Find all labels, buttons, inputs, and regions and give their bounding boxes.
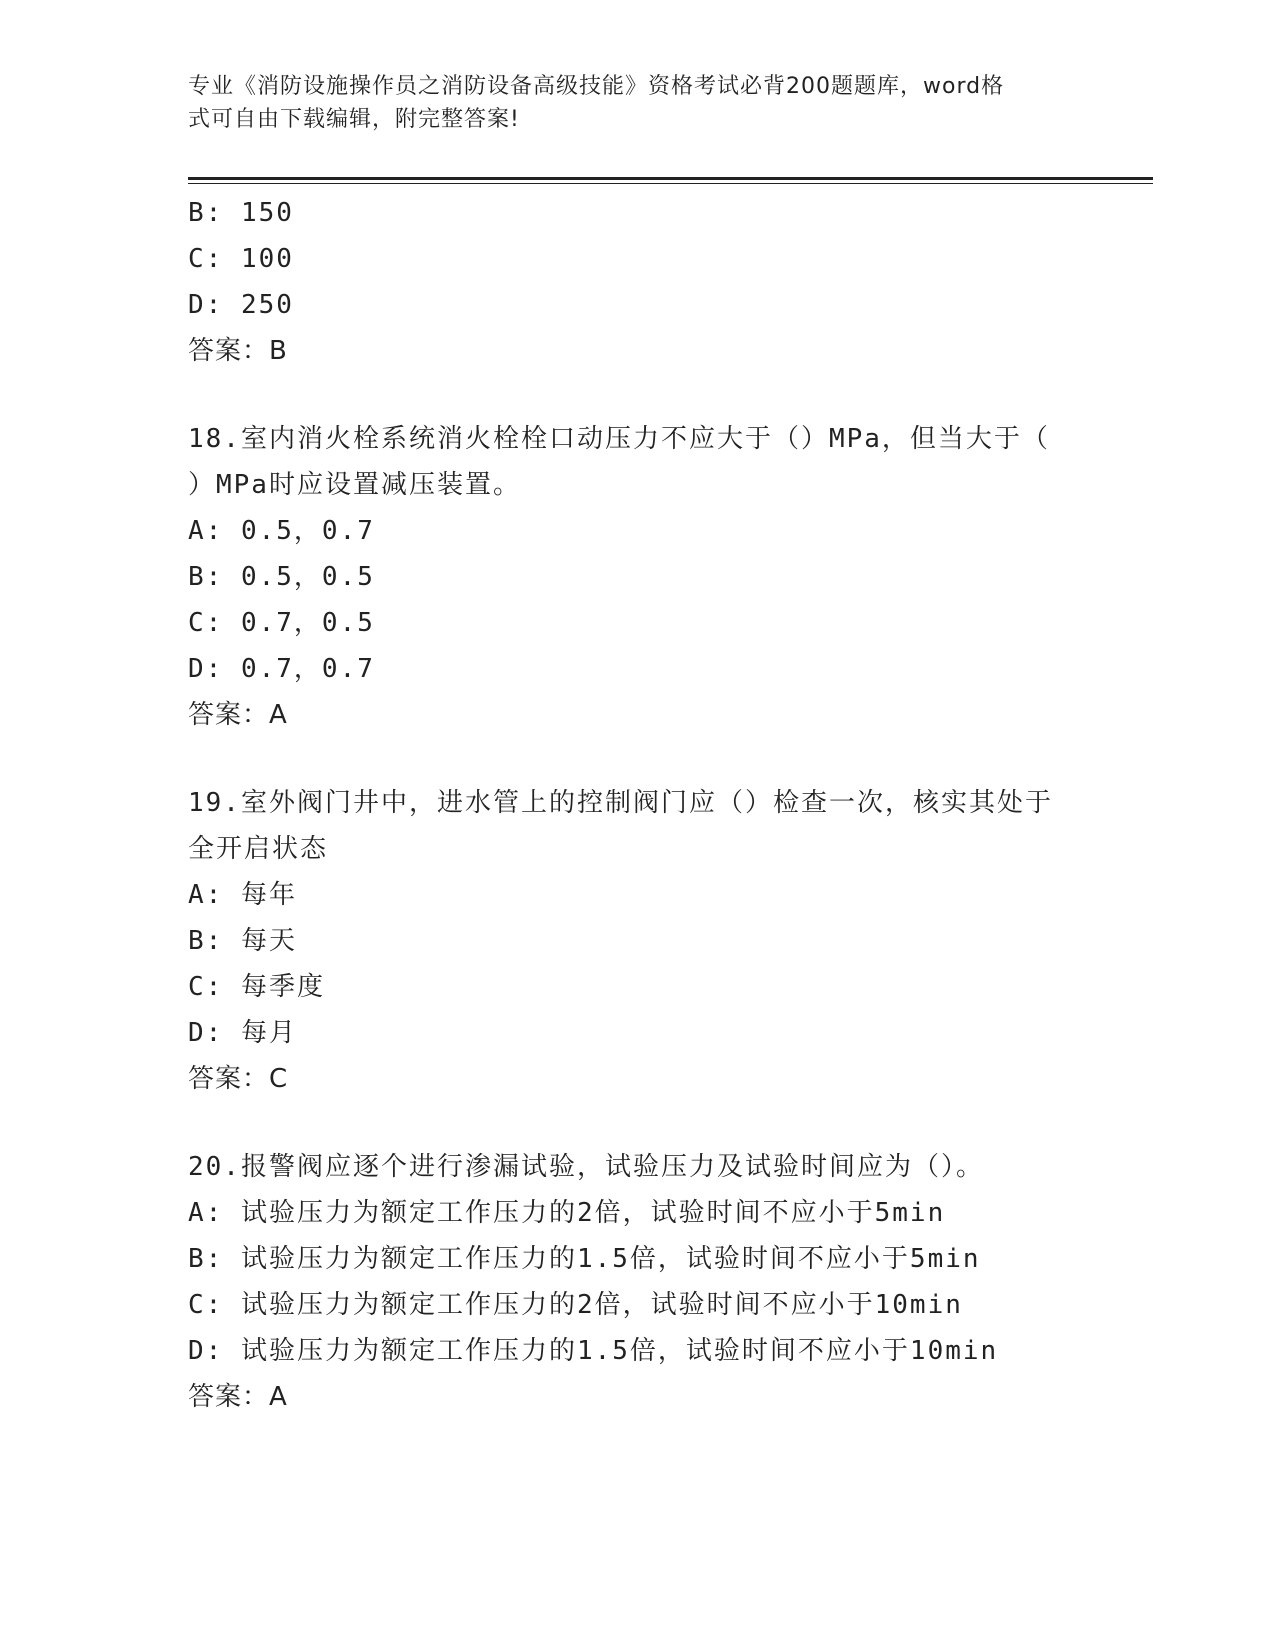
option-c: C: 0.7，0.5: [188, 608, 375, 638]
question-17-continuation: [188, 190, 1088, 374]
header-divider-thick: [188, 177, 1153, 180]
header-divider-thin: [188, 183, 1153, 184]
spacer: [188, 374, 1088, 416]
header-line-1: 专业《消防设施操作员之消防设备高级技能》资格考试必背200题题库，word格: [188, 74, 1005, 99]
answer: 答案：B: [188, 336, 288, 366]
option-a: A: 每年: [188, 880, 297, 910]
answer: 答案：C: [188, 1064, 289, 1094]
question-20: [188, 1144, 1088, 1420]
option-a: A: 试验压力为额定工作压力的2倍，试验时间不应小于5min: [188, 1198, 946, 1228]
header-line-2: 式可自由下载编辑，附完整答案!: [188, 107, 520, 132]
question-list: [188, 190, 1088, 1420]
question-18: [188, 416, 1088, 738]
question-text-line-1: 19.室外阀门井中，进水管上的控制阀门应（）检查一次，核实其处于: [188, 788, 1053, 818]
option-d: D: 试验压力为额定工作压力的1.5倍，试验时间不应小于10min: [188, 1336, 999, 1366]
spacer: [188, 1102, 1088, 1144]
option-c: C: 100: [188, 244, 294, 274]
option-d: D: 每月: [188, 1018, 297, 1048]
question-text-line-1: 20.报警阀应逐个进行渗漏试验，试验压力及试验时间应为（）。: [188, 1152, 984, 1182]
answer: 答案：A: [188, 1382, 288, 1412]
option-b: B: 每天: [188, 926, 297, 956]
option-b: B: 0.5，0.5: [188, 562, 375, 592]
question-text-line-1: 18.室内消火栓系统消火栓栓口动压力不应大于（）MPa，但当大于（: [188, 424, 1050, 454]
option-c: C: 每季度: [188, 972, 325, 1002]
answer: 答案：A: [188, 700, 288, 730]
option-d: D: 250: [188, 290, 294, 320]
option-b: B: 150: [188, 198, 294, 228]
option-c: C: 试验压力为额定工作压力的2倍，试验时间不应小于10min: [188, 1290, 963, 1320]
spacer: [188, 738, 1088, 780]
question-text-line-2: ）MPa时应设置减压装置。: [188, 470, 521, 500]
question-text-line-2: 全开启状态: [188, 834, 329, 864]
question-19: [188, 780, 1088, 1102]
document-header: [188, 70, 1068, 136]
option-d: D: 0.7，0.7: [188, 654, 375, 684]
option-b: B: 试验压力为额定工作压力的1.5倍，试验时间不应小于5min: [188, 1244, 981, 1274]
option-a: A: 0.5，0.7: [188, 516, 375, 546]
